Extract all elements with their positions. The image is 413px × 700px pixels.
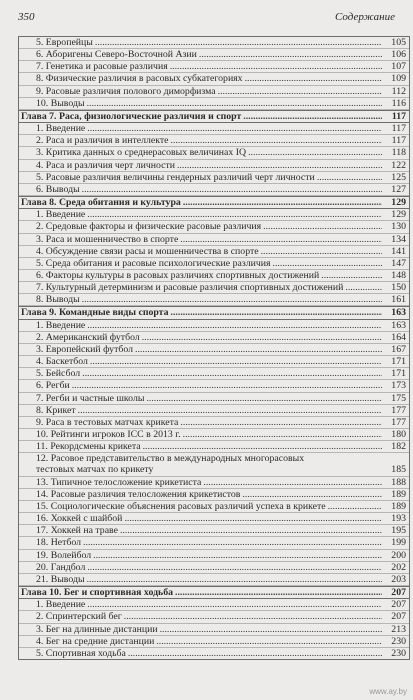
toc-entry bbox=[19, 368, 409, 380]
entry-page: 122 bbox=[382, 160, 409, 171]
entry-title: 14. Расовые различия телосложения крикетистов ..... bbox=[19, 489, 382, 500]
entry-page: 195 bbox=[382, 525, 409, 536]
toc-entry bbox=[19, 489, 409, 501]
entry-title: 8. Физические различия в расовых субкатегориях ..... bbox=[19, 73, 382, 84]
entry-title: 9. Раса в тестовых матчах крикета ..... bbox=[19, 417, 382, 428]
entry-page: 173 bbox=[382, 380, 409, 391]
toc-entry bbox=[19, 405, 409, 417]
toc-entry bbox=[19, 209, 409, 221]
entry-title: Глава 9. Командные виды спорта ..... bbox=[19, 307, 382, 318]
entry-page: 117 bbox=[382, 135, 409, 146]
toc-entry bbox=[19, 574, 409, 586]
entry-title: 5. Расовые различия величины гендерных различий черт личности ..... bbox=[19, 172, 382, 183]
toc-entry bbox=[19, 98, 409, 110]
entry-page: 213 bbox=[382, 624, 409, 635]
entry-title: 8. Крикет ..... bbox=[19, 405, 382, 416]
entry-page: 171 bbox=[382, 368, 409, 379]
entry-title: 21. Выводы ..... bbox=[19, 574, 382, 585]
toc-entry bbox=[19, 184, 409, 196]
entry-title: 7. Культурный детерминизм и расовые различия спортивных достижений ..... bbox=[19, 282, 382, 293]
page-number: 350 bbox=[18, 11, 35, 23]
toc-entry bbox=[19, 344, 409, 356]
toc-entry bbox=[19, 525, 409, 537]
table-of-contents bbox=[18, 36, 410, 660]
entry-page: 182 bbox=[382, 441, 409, 452]
entry-title: Глава 10. Бег и спортивная ходьба ..... bbox=[19, 587, 382, 598]
toc-entry bbox=[19, 417, 409, 429]
entry-title: 4. Раса и различия черт личности ..... bbox=[19, 160, 382, 171]
toc-entry bbox=[19, 332, 409, 344]
entry-title-line1: 12. Расовое представительство в международных многорасовых bbox=[36, 453, 305, 465]
entry-page: 177 bbox=[382, 417, 409, 428]
toc-entry bbox=[19, 599, 409, 611]
toc-entry bbox=[19, 37, 409, 49]
entry-title: 13. Типичное телосложение крикетиста ..... bbox=[19, 477, 382, 488]
entry-page: 147 bbox=[382, 258, 409, 269]
entry-title: 6. Регби ..... bbox=[19, 380, 382, 391]
entry-title: 3. Раса и мошенничество в спорте ..... bbox=[19, 234, 382, 245]
entry-title: 4. Бег на средние дистанции ..... bbox=[19, 636, 382, 647]
entry-title: 5. Среда обитания и расовые психологические различия ..... bbox=[19, 258, 382, 269]
entry-title: 2. Спринтерский бег ..... bbox=[19, 611, 382, 622]
toc-entry bbox=[19, 453, 409, 476]
entry-page: 163 bbox=[382, 307, 409, 318]
toc-entry bbox=[19, 172, 409, 184]
toc-entry bbox=[19, 477, 409, 489]
toc-entry bbox=[19, 636, 409, 648]
entry-title: 6. Выводы ..... bbox=[19, 184, 382, 195]
entry-page: 148 bbox=[382, 270, 409, 281]
entry-page: 117 bbox=[382, 123, 409, 134]
entry-page: 199 bbox=[382, 537, 409, 548]
entry-title: 18. Нетбол ..... bbox=[19, 537, 382, 548]
entry-title: 1. Введение ..... bbox=[19, 320, 382, 331]
chapter-row bbox=[19, 586, 409, 599]
toc-entry bbox=[19, 246, 409, 258]
toc-entry bbox=[19, 73, 409, 85]
entry-page: 177 bbox=[382, 405, 409, 416]
entry-page: 188 bbox=[382, 477, 409, 488]
entry-title: 17. Хоккей на траве ..... bbox=[19, 525, 382, 536]
entry-page: 193 bbox=[382, 513, 409, 524]
entry-page: 189 bbox=[382, 501, 409, 512]
entry-title: 15. Социологические объяснения расовых различий успеха в крикете ..... bbox=[19, 501, 382, 512]
entry-page: 109 bbox=[382, 73, 409, 84]
chapter-row bbox=[19, 110, 409, 123]
entry-title: 10. Рейтинги игроков ICC в 2013 г. ..... bbox=[19, 429, 382, 440]
entry-page: 141 bbox=[382, 246, 409, 257]
toc-entry bbox=[19, 356, 409, 368]
entry-page: 207 bbox=[382, 611, 409, 622]
entry-title: 1. Введение ..... bbox=[19, 599, 382, 610]
entry-title: 4. Баскетбол ..... bbox=[19, 356, 382, 367]
toc-entry bbox=[19, 320, 409, 332]
entry-page: 134 bbox=[382, 234, 409, 245]
toc-entry bbox=[19, 393, 409, 405]
entry-title: 7. Генетика и расовые различия ..... bbox=[19, 61, 382, 72]
entry-page: 106 bbox=[382, 49, 409, 60]
entry-title: Глава 7. Раса, физиологические различия и спорт ..... bbox=[19, 111, 382, 122]
entry-page: 125 bbox=[382, 172, 409, 183]
toc-entry bbox=[19, 429, 409, 441]
toc-entry bbox=[19, 441, 409, 453]
chapter-row bbox=[19, 196, 409, 209]
entry-title: 16. Хоккей с шайбой ..... bbox=[19, 513, 382, 524]
entry-page: 207 bbox=[382, 587, 409, 598]
entry-title: 3. Бег на длинные дистанции ..... bbox=[19, 624, 382, 635]
entry-page: 185 bbox=[382, 464, 409, 475]
entry-title: 5. Спортивная ходьба ..... bbox=[19, 648, 382, 659]
entry-title: 11. Рекордсмены крикета ..... bbox=[19, 441, 382, 452]
entry-title: 8. Выводы ..... bbox=[19, 294, 382, 305]
entry-page: 175 bbox=[382, 393, 409, 404]
entry-title: 6. Аборигены Северо-Восточной Азии ..... bbox=[19, 49, 382, 60]
toc-entry bbox=[19, 135, 409, 147]
entry-page: 230 bbox=[382, 648, 409, 659]
toc-entry bbox=[19, 624, 409, 636]
toc-entry bbox=[19, 294, 409, 306]
entry-page: 230 bbox=[382, 636, 409, 647]
entry-page: 129 bbox=[382, 209, 409, 220]
entry-page: 116 bbox=[382, 98, 409, 109]
toc-entry bbox=[19, 501, 409, 513]
entry-title: 3. Критика данных о среднерасовых величинах IQ ..... bbox=[19, 147, 382, 158]
toc-entry bbox=[19, 221, 409, 233]
toc-entry bbox=[19, 270, 409, 282]
entry-title: 2. Американский футбол ..... bbox=[19, 332, 382, 343]
entry-title: 5. Европейцы ..... bbox=[19, 37, 382, 48]
toc-entry bbox=[19, 123, 409, 135]
entry-page: 107 bbox=[382, 61, 409, 72]
entry-page: 207 bbox=[382, 599, 409, 610]
entry-title: Глава 8. Среда обитания и культура ..... bbox=[19, 197, 382, 208]
entry-page: 167 bbox=[382, 344, 409, 355]
entry-page: 130 bbox=[382, 221, 409, 232]
entry-title bbox=[19, 453, 382, 475]
toc-entry bbox=[19, 562, 409, 574]
entry-title-line2: тестовых матчах по крикету bbox=[36, 464, 154, 476]
toc-entry bbox=[19, 160, 409, 172]
toc-entry bbox=[19, 648, 409, 659]
entry-title: 7. Регби и частные школы ..... bbox=[19, 393, 382, 404]
entry-page: 180 bbox=[382, 429, 409, 440]
entry-page: 117 bbox=[382, 111, 409, 122]
running-title: Содержание bbox=[334, 11, 395, 23]
entry-page: 164 bbox=[382, 332, 409, 343]
toc-entry bbox=[19, 550, 409, 562]
entry-title: 1. Введение ..... bbox=[19, 123, 382, 134]
toc-entry bbox=[19, 61, 409, 73]
entry-page: 105 bbox=[382, 37, 409, 48]
entry-page: 127 bbox=[382, 184, 409, 195]
entry-title: 3. Европейский футбол ..... bbox=[19, 344, 382, 355]
entry-title: 9. Расовые различия полового диморфизма ..... bbox=[19, 86, 382, 97]
entry-title: 1. Введение ..... bbox=[19, 209, 382, 220]
entry-title: 4. Обсуждение связи расы и мошенничества в спорте ..... bbox=[19, 246, 382, 257]
watermark: www.ay.by bbox=[369, 687, 407, 696]
entry-page: 163 bbox=[382, 320, 409, 331]
toc-entry bbox=[19, 49, 409, 61]
entry-page: 189 bbox=[382, 489, 409, 500]
toc-entry bbox=[19, 86, 409, 98]
entry-title: 10. Выводы ..... bbox=[19, 98, 382, 109]
entry-page: 129 bbox=[382, 197, 409, 208]
toc-entry bbox=[19, 147, 409, 159]
entry-title: 5. Бейсбол ..... bbox=[19, 368, 382, 379]
entry-page: 118 bbox=[382, 147, 409, 158]
entry-page: 200 bbox=[382, 550, 409, 561]
entry-title: 19. Волейбол ..... bbox=[19, 550, 382, 561]
toc-entry bbox=[19, 234, 409, 246]
toc-entry bbox=[19, 282, 409, 294]
chapter-row bbox=[19, 306, 409, 319]
page-header bbox=[18, 11, 395, 25]
entry-title: 2. Раса и различия в интеллекте ..... bbox=[19, 135, 382, 146]
toc-entry bbox=[19, 611, 409, 623]
entry-page: 161 bbox=[382, 294, 409, 305]
entry-title: 2. Средовые факторы и физические расовые различия ..... bbox=[19, 221, 382, 232]
entry-page: 203 bbox=[382, 574, 409, 585]
toc-entry bbox=[19, 258, 409, 270]
toc-entry bbox=[19, 513, 409, 525]
entry-page: 202 bbox=[382, 562, 409, 573]
entry-title: 6. Факторы культуры в расовых различиях спортивных достижений ..... bbox=[19, 270, 382, 281]
entry-title: 20. Гандбол ..... bbox=[19, 562, 382, 573]
toc-entry bbox=[19, 537, 409, 549]
toc-entry bbox=[19, 380, 409, 392]
entry-page: 112 bbox=[382, 86, 409, 97]
entry-page: 171 bbox=[382, 356, 409, 367]
entry-page: 150 bbox=[382, 282, 409, 293]
